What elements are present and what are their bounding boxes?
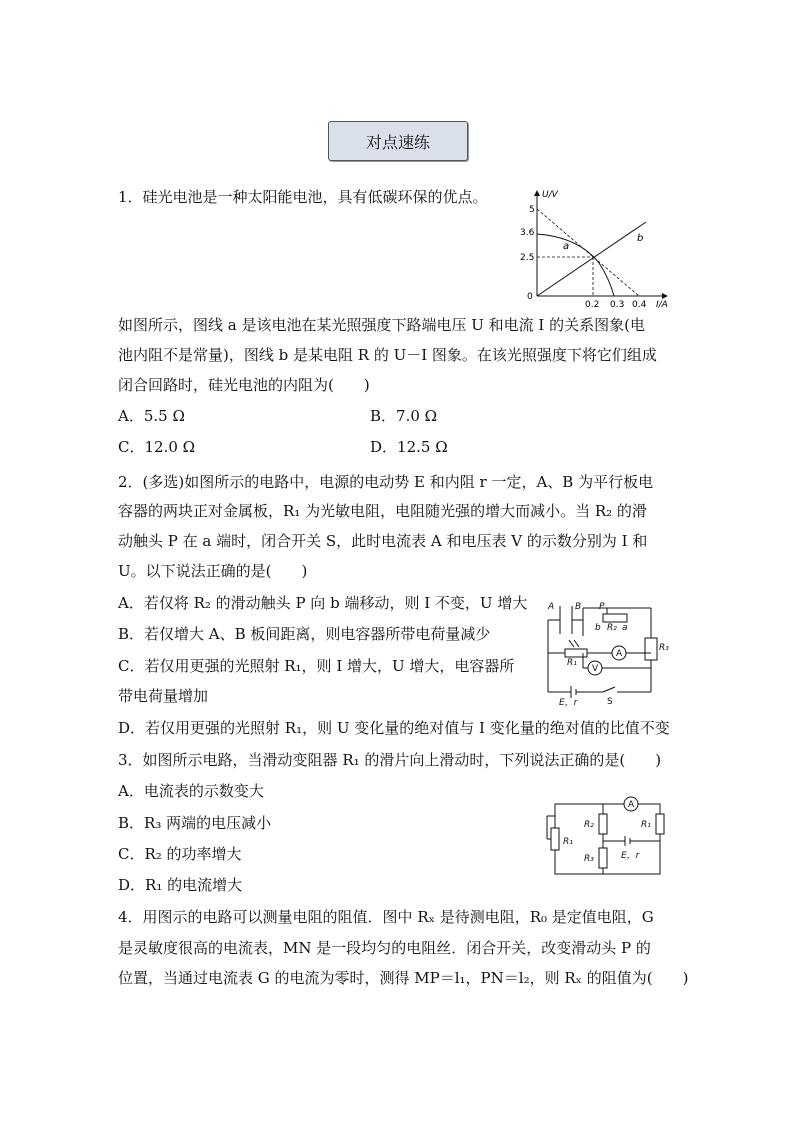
q2-option-a[interactable]: A．若仅将 R₂ 的滑动触头 P 向 b 端移动，则 I 不变，U 增大 — [118, 594, 528, 612]
q2-stem-line1: 2．(多选)如图所示的电路中，电源的电动势 E 和内阻 r 一定，A、B 为平行板电 — [118, 473, 654, 491]
q3-r3-label: R₃ — [584, 854, 594, 864]
q3-ammeter-label: A — [628, 800, 635, 810]
q3-option-b[interactable]: B．R₃ 两端的电压减小 — [118, 814, 272, 832]
q4-stem-line2: 是灵敏度很高的电流表，MN 是一段均匀的电阻丝．闭合开关，改变滑动头 P 的 — [118, 939, 651, 957]
plate-a-label: A — [548, 602, 555, 612]
q3-r2-label: R₂ — [584, 820, 594, 830]
label-b: b — [637, 233, 644, 244]
q2-option-d[interactable]: D．若仅用更强的光照射 R₁，则 U 变化量的绝对值与 I 变化量的绝对值的比值不变 — [118, 719, 670, 737]
graph-origin: 0 — [527, 292, 533, 302]
graph-ylabel: U/V — [542, 190, 558, 200]
q1-ui-graph — [515, 183, 675, 308]
q4-stem-line3: 位置，当通过电流表 G 的电流为零时，测得 MP＝l₁，PN＝l₂，则 Rₓ 的阻值为( ) — [118, 969, 689, 987]
q3-option-d[interactable]: D．R₁ 的电流增大 — [118, 876, 243, 894]
label-a: a — [563, 241, 570, 252]
q2-stem-line4: U。以下说法正确的是( ) — [118, 562, 308, 580]
switch-label: S — [607, 697, 613, 707]
q3-circuit-diagram — [545, 796, 670, 881]
xtick-0.4: 0.4 — [632, 300, 647, 308]
end-a-label: a — [622, 623, 628, 633]
q1-option-c[interactable]: C．12.0 Ω — [118, 438, 196, 456]
q4-stem-line1: 4．用图示的电路可以测量电阻的阻值．图中 Rₓ 是待测电阻，R₀ 是定值电阻，G — [118, 908, 654, 926]
ytick-2.5: 2.5 — [520, 253, 535, 263]
slider-p-label: P — [599, 602, 605, 612]
voltmeter-label: V — [592, 664, 599, 674]
q1-option-a[interactable]: A．5.5 Ω — [118, 407, 185, 425]
q2-option-c-line1[interactable]: C．若仅用更强的光照射 R₁，则 I 增大，U 增大，电容器所 — [118, 657, 515, 675]
q3-stem-line1: 3．如图所示电路，当滑动变阻器 R₁ 的滑片向上滑动时，下列说法正确的是( ) — [118, 751, 662, 769]
q2-stem-line3: 动触头 P 在 a 端时，闭合开关 S，此时电流表 A 和电压表 V 的示数分别为 I 和 — [118, 532, 648, 550]
q1-option-d[interactable]: D．12.5 Ω — [370, 438, 448, 456]
r1-label: R₁ — [567, 658, 577, 668]
ytick-3.6: 3.6 — [520, 228, 535, 238]
r3-label: R₃ — [659, 643, 669, 653]
q1-stem-line4: 闭合回路时，硅光电池的内阻为( ) — [118, 376, 370, 394]
r2-label: R₂ — [607, 623, 617, 633]
q3-option-c[interactable]: C．R₂ 的功率增大 — [118, 845, 242, 863]
q1-stem-line1: 1．硅光电池是一种太阳能电池，具有低碳环保的优点。 — [118, 188, 488, 206]
xtick-0.3: 0.3 — [610, 300, 625, 308]
end-b-label: b — [595, 623, 601, 633]
graph-xlabel: I/A — [656, 300, 668, 308]
q3-r1b-label: R₁ — [641, 820, 651, 830]
q3-er-label: E，r — [621, 851, 640, 861]
q3-r1a-label: R₁ — [563, 837, 573, 847]
q1-option-b[interactable]: B．7.0 Ω — [370, 407, 438, 425]
tangent-dashed-line — [537, 209, 639, 296]
ammeter-label: A — [616, 649, 623, 659]
q2-option-b[interactable]: B．若仅增大 A、B 板间距离，则电容器所带电荷量减少 — [118, 625, 491, 643]
q1-stem-line2: 如图所示，图线 a 是该电池在某光照强度下路端电压 U 和电流 I 的关系图象(电 — [118, 316, 645, 334]
q2-option-c-line2[interactable]: 带电荷量增加 — [118, 687, 209, 705]
xtick-0.2: 0.2 — [585, 300, 600, 308]
line-b — [537, 222, 646, 296]
ytick-5: 5 — [529, 205, 535, 215]
er-label: E，r — [559, 698, 578, 708]
plate-b-label: B — [575, 602, 582, 612]
q1-stem-line3: 池内阻不是常量)，图线 b 是某电阻 R 的 U－I 图象。在该光照强度下将它们组成 — [118, 346, 657, 364]
q2-stem-line2: 容器的两块正对金属板，R₁ 为光敏电阻，电阻随光强的增大而减小。当 R₂ 的滑 — [118, 502, 647, 520]
q3-option-a[interactable]: A．电流表的示数变大 — [118, 782, 264, 800]
q2-circuit-diagram — [543, 598, 678, 708]
section-title: 对点速练 — [328, 121, 468, 161]
